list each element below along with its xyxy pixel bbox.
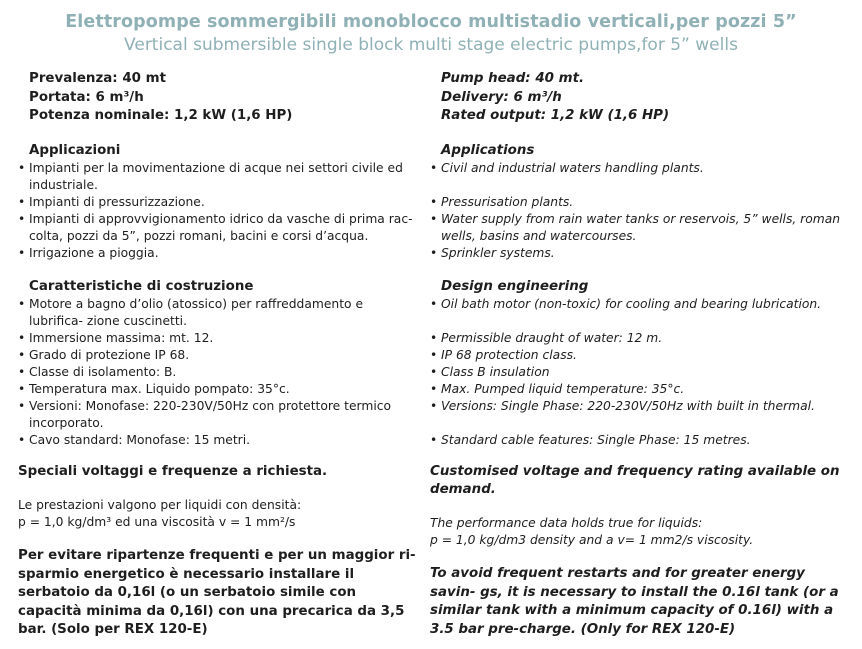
applications-title: Applications <box>441 143 535 159</box>
list-item: • Water supply from rain water tanks or reservois, 5” wells, roman wells, basins and watercourses. <box>430 211 850 245</box>
list-item: • Versioni: Monofase: 220-230V/50Hz con protettore termico incorporato. <box>18 398 418 432</box>
performance-line-1: Le prestazioni valgono per liquidi con densità: <box>18 498 302 513</box>
tank-note: To avoid frequent restarts and for greater energy savin- gs, it is necessary to install the 0.16l tank (or a similar tank with a minimum capacity of 0.16l) with a 3.5 bar pre-charge. (Only for REX 120-E) <box>430 566 839 637</box>
applications-title: Applicazioni <box>29 143 121 159</box>
italian-column <box>18 70 418 640</box>
list-item: • IP 68 protection class. <box>430 347 850 364</box>
spec-flow: Portata: 6 m³/h <box>29 89 144 105</box>
list-item: • Permissible draught of water: 12 m. <box>430 330 850 347</box>
performance-line-2: p = 1,0 kg/dm³ ed una viscosità v = 1 mm²/s <box>18 515 296 530</box>
list-item: • Standard cable features: Single Phase: 15 metres. <box>430 432 850 449</box>
list-item: • Grado di protezione IP 68. <box>18 347 418 364</box>
performance-line-1: The performance data holds true for liquids: <box>430 516 703 531</box>
construction-list <box>430 296 850 449</box>
list-item: • Civil and industrial waters handling plants. <box>430 160 850 177</box>
list-item: • Pressurisation plants. <box>430 194 850 211</box>
special-voltage-note: Customised voltage and frequency rating available on demand. <box>430 464 840 498</box>
construction-list <box>18 296 418 449</box>
list-item: • Impianti per la movimentazione di acque nei settori civile ed industriale. <box>18 160 418 194</box>
list-item: • Max. Pumped liquid temperature: 35°c. <box>430 381 850 398</box>
applications-list <box>18 160 418 262</box>
list-item: • Motore a bagno d’olio (atossico) per raffreddamento e lubrifica- zione cuscinetti. <box>18 296 418 330</box>
construction-title: Design engineering <box>441 279 589 295</box>
performance-line-2: p = 1,0 kg/dm3 density and a v= 1 mm2/s viscosity. <box>430 533 754 548</box>
list-item: • Versions: Single Phase: 220-230V/50Hz with built in thermal. <box>430 398 850 415</box>
construction-title: Caratteristiche di costruzione <box>29 279 254 295</box>
list-item: • Cavo standard: Monofase: 15 metri. <box>18 432 418 449</box>
spec-flow: Delivery: 6 m³/h <box>441 89 562 105</box>
list-item: • Irrigazione a pioggia. <box>18 245 418 262</box>
title-english: Vertical submersible single block multi stage electric pumps,for 5” wells <box>124 35 738 55</box>
tank-note: Per evitare ripartenze frequenti e per un maggior ri- sparmio energetico è necessario installare il serbatoio da 0,16l (o un serbatoio simile con capacità minima da 0,16l) con una precarica da 3,5 bar. (Solo per REX 120-E) <box>18 548 416 638</box>
list-item: • Oil bath motor (non-toxic) for cooling and bearing lubrication. <box>430 296 850 313</box>
list-item: • Immersione massima: mt. 12. <box>18 330 418 347</box>
spec-head: Pump head: 40 mt. <box>441 71 585 86</box>
spec-list <box>18 70 418 126</box>
special-voltage-note: Speciali voltaggi e frequenze a richiesta. <box>18 464 328 480</box>
spec-power: Potenza nominale: 1,2 kW (1,6 HP) <box>29 108 293 124</box>
list-item: • Sprinkler systems. <box>430 245 850 262</box>
list-item: • Impianti di pressurizzazione. <box>18 194 418 211</box>
list-item: • Temperatura max. Liquido pompato: 35°c. <box>18 381 418 398</box>
spec-power: Rated output: 1,2 kW (1,6 HP) <box>441 108 670 124</box>
title-italian: Elettropompe sommergibili monoblocco multistadio verticali,per pozzi 5” <box>65 12 797 32</box>
list-item: • Class B insulation <box>430 364 850 381</box>
english-column <box>430 70 850 639</box>
spec-list <box>430 70 850 126</box>
applications-list <box>430 160 850 262</box>
list-item: • Impianti di approvvigionamento idrico da vasche di prima rac- colta, pozzi da 5”, pozzi romani, bacini e corsi d’acqua. <box>18 211 418 245</box>
list-item: • Classe di isolamento: B. <box>18 364 418 381</box>
spec-head: Prevalenza: 40 mt <box>29 71 166 86</box>
